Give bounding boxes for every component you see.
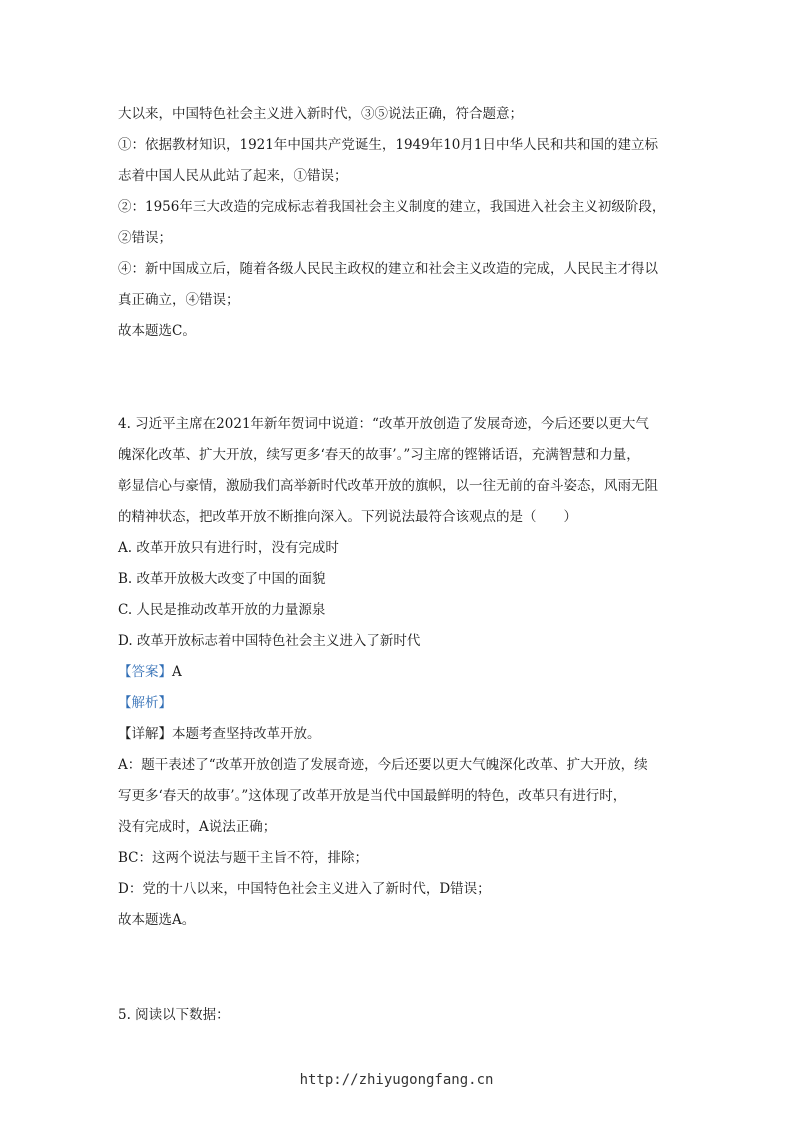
explanation-conclusion: 故本题选A。 bbox=[118, 912, 196, 928]
answer-value: A bbox=[172, 664, 182, 680]
prev-answer-line: ④：新中国成立后，随着各级人民民主政权的建立和社会主义改造的完成，人民民主才得以 bbox=[118, 261, 658, 277]
option-c: C. 人民是推动改革开放的力量源泉 bbox=[118, 602, 326, 618]
answer-tag: 【答案】 bbox=[118, 664, 172, 680]
prev-answer-line: 志着中国人民从此站了起来，①错误； bbox=[118, 168, 348, 184]
prev-answer-line: ①：依据教材知识，1921年中国共产党诞生，1949年10月1日中华人民和共和国的建立标 bbox=[118, 137, 658, 153]
explanation-line: D：党的十八以来，中国特色社会主义进入了新时代，D错误； bbox=[118, 881, 491, 897]
analysis-line bbox=[118, 693, 678, 713]
analysis-tag: 【解析】 bbox=[118, 695, 172, 711]
answer-line bbox=[118, 662, 678, 682]
prev-answer-line: 大以来，中国特色社会主义进入新时代，③⑤说法正确，符合题意； bbox=[118, 106, 523, 122]
question-4-stem: 魄深化改革、扩大开放，续写更多‘春天的故事’。”习主席的铿锵话语，充满智慧和力量， bbox=[118, 447, 640, 463]
prev-answer-conclusion: 故本题选C。 bbox=[118, 323, 196, 339]
detail-text: 本题考查坚持改革开放。 bbox=[172, 726, 321, 742]
option-d: D. 改革开放标志着中国特色社会主义进入了新时代 bbox=[118, 633, 421, 649]
option-b: B. 改革开放极大改变了中国的面貌 bbox=[118, 571, 326, 587]
detail-tag: 【详解】 bbox=[118, 726, 172, 742]
option-a: A. 改革开放只有进行时，没有完成时 bbox=[118, 540, 339, 556]
question-5-stem: 5. 阅读以下数据： bbox=[118, 1007, 230, 1023]
footer-url[interactable]: http://zhiyugongfang.cn bbox=[299, 1072, 494, 1088]
explanation-line: 写更多‘春天的故事’。”这体现了改革开放是当代中国最鲜明的特色，改革只有进行时， bbox=[118, 788, 627, 804]
prev-answer-line: 真正确立，④错误； bbox=[118, 292, 240, 308]
detail-line bbox=[118, 724, 678, 744]
prev-answer-line: ②：1956年三大改造的完成标志着我国社会主义制度的建立，我国进入社会主义初级阶段， bbox=[118, 199, 666, 215]
explanation-line: BC：这两个说法与题干主旨不符，排除； bbox=[118, 850, 368, 866]
question-4-stem: 的精神状态，把改革开放不断推向深入。下列说法最符合该观点的是（ ） bbox=[118, 509, 577, 525]
question-4-stem: 4. 习近平主席在2021年新年贺词中说道：“改革开放创造了发展奇迹，今后还要以更大气 bbox=[118, 416, 649, 432]
question-4-stem: 彰显信心与豪情，激励我们高举新时代改革开放的旗帜，以一往无前的奋斗姿态，风雨无阻 bbox=[118, 478, 658, 494]
explanation-line: 没有完成时，A说法正确； bbox=[118, 819, 277, 835]
prev-answer-line: ②错误； bbox=[118, 230, 172, 246]
explanation-line: A：题干表述了“改革开放创造了发展奇迹，今后还要以更大气魄深化改革、扩大开放，续 bbox=[118, 757, 648, 773]
